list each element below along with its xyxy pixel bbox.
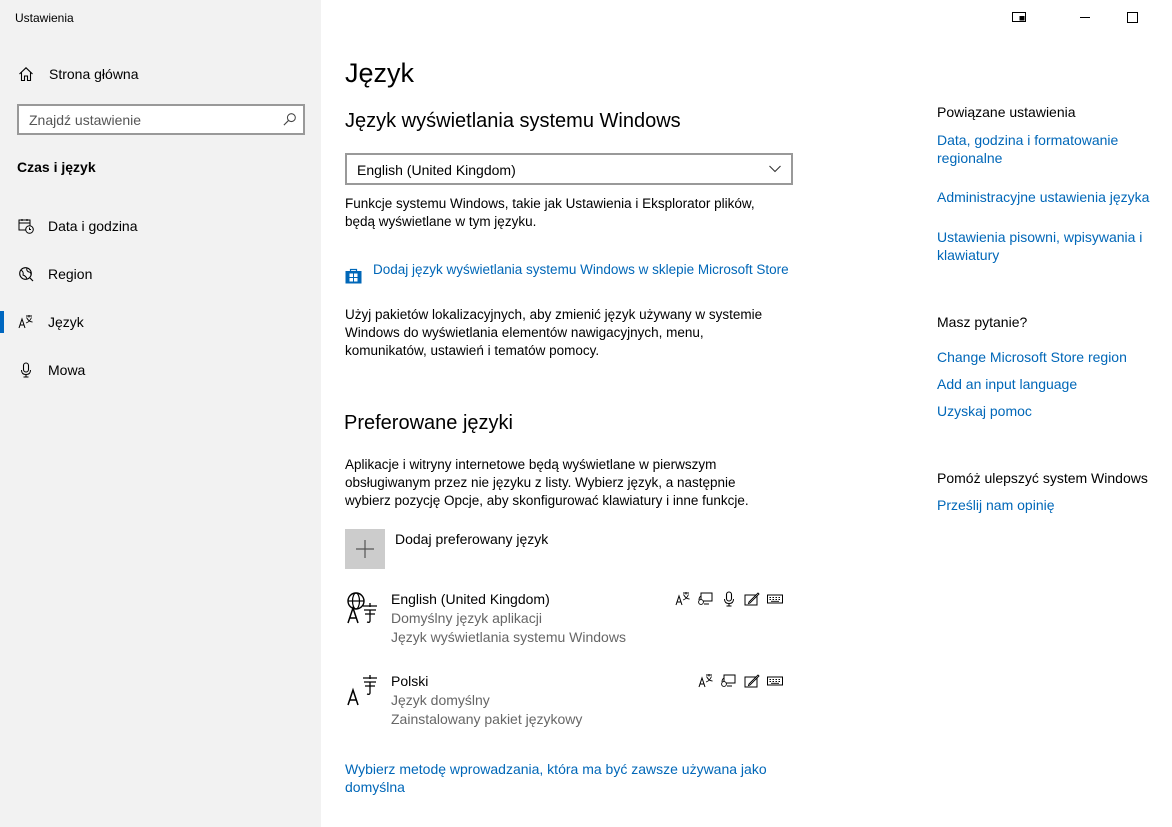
maximize-icon[interactable] bbox=[1124, 10, 1140, 24]
home-label: Strona główna bbox=[49, 66, 139, 82]
language-pack-icon bbox=[345, 673, 379, 707]
related-link-admin-language[interactable]: Administracyjne ustawienia języka bbox=[937, 189, 1150, 205]
add-button-box bbox=[345, 529, 385, 569]
related-link-date-time-format[interactable]: Data, godzina i formatowanie regionalne bbox=[937, 132, 1119, 166]
home-icon bbox=[18, 66, 34, 82]
display-language-description: Funkcje systemu Windows, takie jak Ustawienia i Eksplorator plików, będą wyświetlane w tym języku. bbox=[345, 196, 755, 229]
text-to-speech-icon bbox=[721, 673, 737, 689]
preferred-languages-description: Aplikacje i witryny internetowe będą wyświetlane w pierwszym obsługiwanym przez nie języku z listy. Wybierz język, a następnie wybierz pozycję Opcje, aby skonfigurować klawiatury i inne funkcje. bbox=[345, 457, 749, 508]
calendar-clock-icon bbox=[18, 218, 34, 234]
help-link-store-region[interactable]: Change Microsoft Store region bbox=[937, 349, 1127, 365]
speech-recognition-icon bbox=[721, 591, 737, 607]
help-link-get-help[interactable]: Uzyskaj pomoc bbox=[937, 403, 1032, 419]
sidebar-item-region[interactable] bbox=[0, 254, 321, 294]
related-settings-heading: Powiązane ustawienia bbox=[937, 104, 1076, 120]
language-pack-globe-icon bbox=[345, 591, 379, 625]
home-nav-item[interactable] bbox=[0, 58, 321, 90]
add-language-button[interactable] bbox=[345, 529, 785, 569]
section-title: Czas i język bbox=[17, 159, 96, 175]
minimize-icon[interactable] bbox=[1077, 10, 1093, 24]
preferred-languages-heading: Preferowane języki bbox=[344, 412, 513, 434]
app-title: Ustawienia bbox=[15, 11, 74, 25]
input-method-link[interactable]: Wybierz metodę wprowadzania, która ma być zawsze używana jako domyślna bbox=[345, 761, 767, 795]
language-item-english[interactable] bbox=[345, 591, 785, 651]
store-icon bbox=[345, 267, 362, 284]
language-status: Domyślny język aplikacji bbox=[391, 610, 542, 626]
language-features bbox=[698, 673, 783, 689]
search-icon[interactable] bbox=[282, 112, 297, 127]
keyboard-icon bbox=[767, 673, 783, 689]
language-status: Język domyślny bbox=[391, 692, 490, 708]
feedback-heading: Pomóż ulepszyć system Windows bbox=[937, 470, 1148, 486]
language-icon bbox=[18, 314, 34, 330]
sidebar-item-date-time[interactable] bbox=[0, 206, 321, 246]
main-content bbox=[321, 0, 1172, 827]
sidebar-item-label: Język bbox=[48, 314, 84, 330]
display-language-dropdown[interactable] bbox=[345, 153, 793, 185]
language-item-polish[interactable] bbox=[345, 673, 785, 733]
search-input[interactable] bbox=[19, 106, 303, 133]
sidebar-item-speech[interactable] bbox=[0, 350, 321, 390]
language-status: Język wyświetlania systemu Windows bbox=[391, 629, 626, 645]
help-link-add-input-language[interactable]: Add an input language bbox=[937, 376, 1078, 392]
question-heading: Masz pytanie? bbox=[937, 314, 1028, 330]
language-name: Polski bbox=[391, 673, 429, 689]
feedback-link[interactable]: Prześlij nam opinię bbox=[937, 497, 1055, 513]
store-description: Użyj pakietów lokalizacyjnych, aby zmienić język używany w systemie Windows do wyświetlania elementów nawigacyjnych, menu, komunikatów, ustawień i tematów pomocy. bbox=[345, 307, 763, 358]
display-language-heading: Język wyświetlania systemu Windows bbox=[345, 110, 681, 132]
related-link-spelling-keyboard[interactable]: Ustawienia pisowni, wpisywania i klawiatury bbox=[937, 229, 1143, 263]
display-language-feature-icon bbox=[675, 591, 691, 607]
sidebar-item-label: Data i godzina bbox=[48, 218, 138, 234]
microphone-icon bbox=[18, 362, 34, 378]
globe-region-icon bbox=[18, 266, 34, 282]
language-name: English (United Kingdom) bbox=[391, 591, 550, 607]
handwriting-icon bbox=[744, 673, 760, 689]
handwriting-icon bbox=[744, 591, 760, 607]
chevron-down-icon bbox=[769, 165, 781, 173]
sidebar bbox=[0, 0, 321, 827]
keyboard-icon bbox=[767, 591, 783, 607]
search-box bbox=[17, 104, 305, 135]
display-language-value: English (United Kingdom) bbox=[357, 162, 516, 178]
language-status: Zainstalowany pakiet językowy bbox=[391, 711, 583, 727]
active-indicator bbox=[0, 311, 4, 333]
store-link-text[interactable]: Dodaj język wyświetlania systemu Windows w sklepie Microsoft Store bbox=[373, 262, 789, 277]
text-to-speech-icon bbox=[698, 591, 714, 607]
sidebar-item-label: Region bbox=[48, 266, 93, 282]
plus-icon bbox=[356, 540, 374, 558]
compact-overlay-icon[interactable] bbox=[1011, 10, 1027, 24]
page-title: Język bbox=[345, 58, 415, 88]
add-language-label: Dodaj preferowany język bbox=[395, 531, 549, 547]
language-features bbox=[675, 591, 783, 607]
sidebar-item-language[interactable] bbox=[0, 302, 321, 342]
display-language-feature-icon bbox=[698, 673, 714, 689]
sidebar-item-label: Mowa bbox=[48, 362, 86, 378]
